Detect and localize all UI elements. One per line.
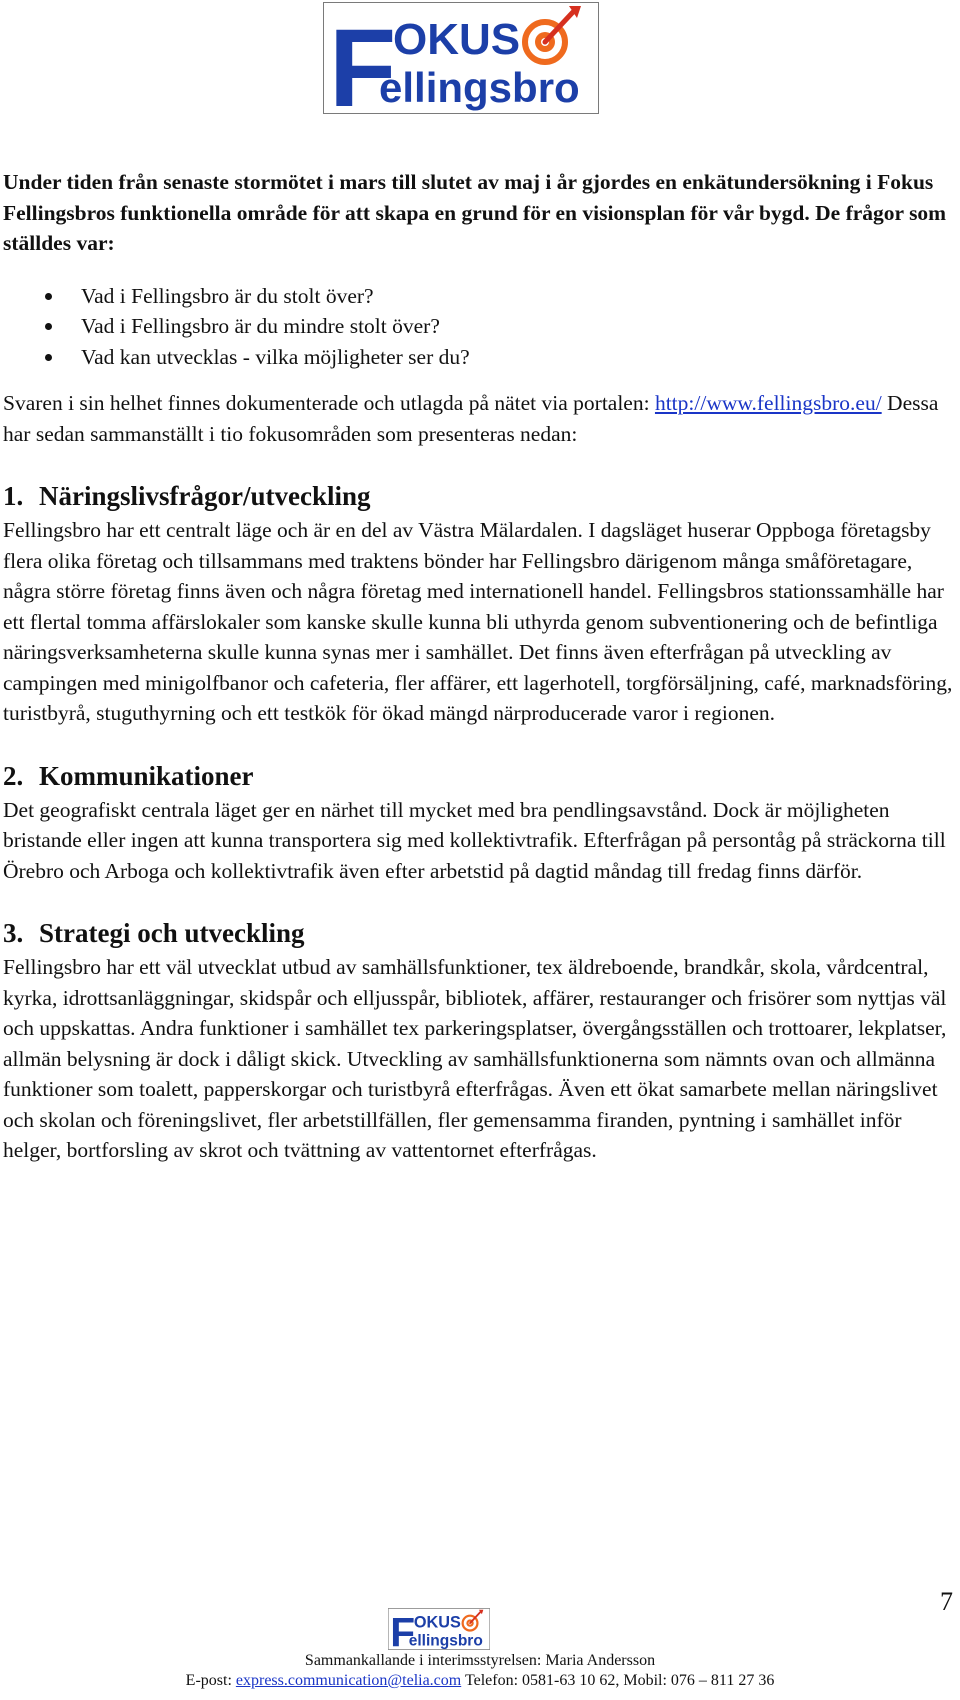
- logo-word-okus: OKUS: [413, 1613, 461, 1632]
- section-title: Kommunikationer: [39, 760, 254, 791]
- section-text: Fellingsbro har ett väl utvecklat utbud av samhällsfunktioner, tex äldreboende, brandkår, skola, vårdcentral, kyrka, idrottsanläggningar, skidspår och elljusspår, bibliotek, affärer, restauranger och frisörer som nyttjas väl och uppskattas. Andra funktioner i samhället tex parkeringsplatser, övergångsställen och trottoarer, lekplatser, allmän belysning är dock i dåligt skick. Utveckling av samhällsfunktionerna som nämnts ovan och allmänna funktioner som toalett, papperskorgar och turistbyrå efterfrågas. Även ett ökat samarbete mellan näringslivet och skolan och föreningslivet, fler arbetstillfällen, fler gemensamma firanden, pyntning i samhället inför helger, bortforsling av skrot och tvättning av vattentornet efterfrågas.: [3, 955, 947, 1162]
- answers-prefix: Svaren i sin helhet finnes dokumenterade och utlagda på nätet via portalen:: [3, 391, 650, 415]
- answers-suffix: Dessa har sedan sammanställt i tio fokusområden som presenteras nedan:: [3, 391, 939, 446]
- section-kommunikationer: [3, 759, 958, 887]
- logo-initial: F: [329, 7, 397, 114]
- footer-email-label: E-post:: [185, 1672, 232, 1689]
- section-heading: [3, 916, 958, 950]
- footer-email-link[interactable]: express.communication@telia.com: [235, 1672, 462, 1689]
- section-text: Det geografiskt centrala läget ger en närhet till mycket med bra pendlingsavstånd. Dock är möjligheten bristande eller ingen att kunna transportera sig med kollektivtrafik. Efterfrågan på persontåg på sträckorna till Örebro och Arboga och kollektivtrafik även efter arbetstid på dagtid måndag till fredag finns därför.: [3, 797, 946, 883]
- footer: [0, 1651, 960, 1691]
- section-number: 3.: [3, 918, 24, 948]
- section-heading: [3, 759, 958, 793]
- portal-link[interactable]: http://www.fellingsbro.eu/: [654, 391, 882, 415]
- question-list: [3, 281, 958, 373]
- logo-word-ellingsbro: ellingsbro: [408, 1632, 483, 1650]
- list-item: Vad kan utvecklas - vilka möjligheter ser du?: [3, 342, 958, 373]
- logo-word-ellingsbro: ellingsbro: [379, 64, 580, 111]
- document-body: [3, 167, 958, 1166]
- list-item: Vad i Fellingsbro är du mindre stolt över?: [3, 311, 958, 342]
- section-heading: [3, 479, 958, 513]
- section-naringsliv: [3, 479, 958, 729]
- answers-paragraph: [3, 388, 958, 449]
- section-text: Fellingsbro har ett centralt läge och är en del av Västra Mälardalen. I dagsläget huserar Oppboga företagsby flera olika företag och tillsammans med traktens bönder har Fellingsbro därigenom många småföretagare, några större företag finns även och några företag med internationell handel. Fellingsbros stationssamhälle har ett flertal tomma affärslokaler som kanske skulle kunna bli uthyrda genom subventionering och de befintliga näringsverksamheterna skulle kunna synas mer i samhället. Det finns även efterfrågan på utveckling av campingen med minigolfbanor och cafeteria, fler affärer, ett lagerhotell, torgförsäljning, café, marknadsföring, turistbyrå, stuguthyrning och ett testkök för ökad mängd närproducerade varor i regionen.: [3, 518, 953, 725]
- list-item: Vad i Fellingsbro är du stolt över?: [3, 281, 958, 312]
- intro-paragraph: Under tiden från senaste stormötet i mars till slutet av maj i år gjordes en enkätundersökning i Fokus Fellingsbros funktionella område för att skapa en grund för en visionsplan för vår bygd. De frågor som ställdes var:: [3, 170, 947, 255]
- target-icon: [525, 6, 581, 62]
- page-number: 7: [940, 1587, 953, 1616]
- logo-initial: F: [390, 1609, 416, 1650]
- section-title: Näringslivsfrågor/utveckling: [39, 481, 371, 511]
- section-title: Strategi och utveckling: [39, 918, 305, 948]
- section-strategi: [3, 916, 958, 1166]
- fokus-fellingsbro-logo: [323, 2, 599, 114]
- footer-contact-person: Sammankallande i interimsstyrelsen: Maria Andersson: [304, 1652, 656, 1669]
- footer-logo: [388, 1608, 490, 1650]
- logo-word-okus: OKUS: [393, 15, 521, 64]
- section-number: 1.: [3, 481, 24, 511]
- footer-contact-details: [0, 1671, 960, 1691]
- section-number: 2.: [3, 760, 24, 791]
- footer-phones: Telefon: 0581-63 10 62, Mobil: 076 – 811 27 36: [464, 1672, 775, 1689]
